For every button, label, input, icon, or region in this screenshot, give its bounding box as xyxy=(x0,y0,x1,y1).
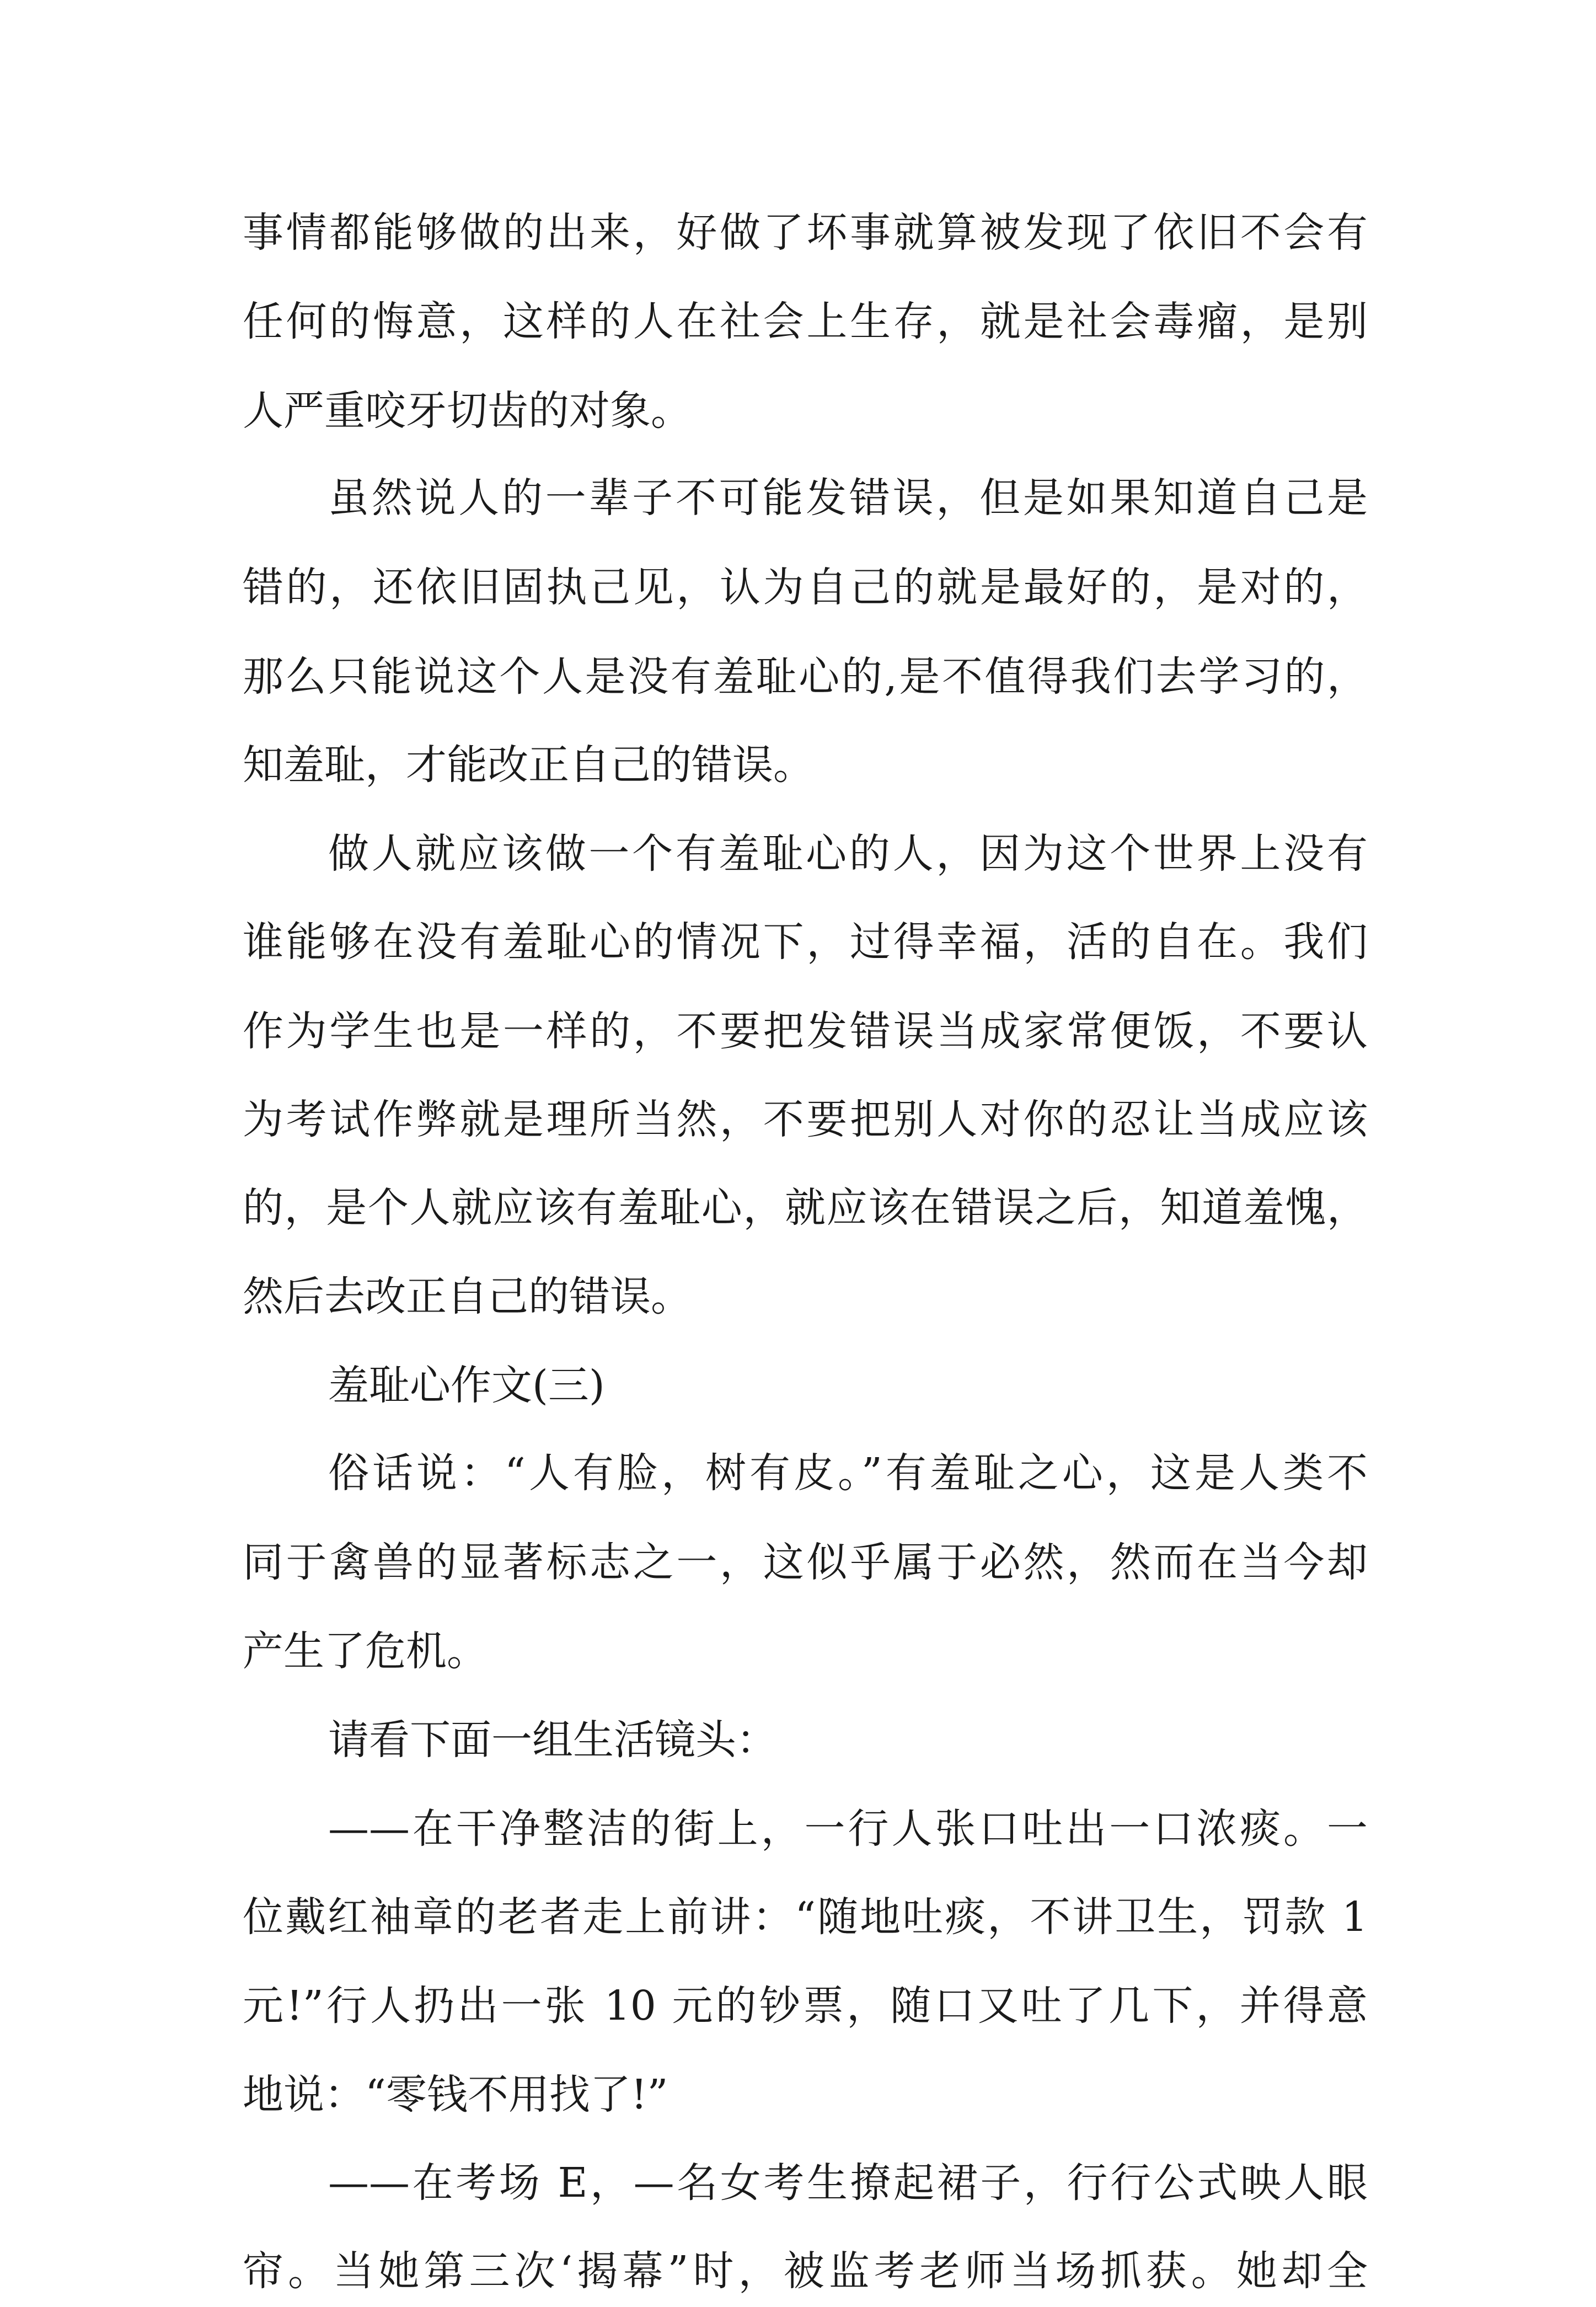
text-line: 那么只能说这个人是没有羞耻心的,是不值得我们去学习的， xyxy=(243,653,1368,700)
text-line: 元!”行人扔出一张 10 元的钞票，随口又吐了几下，并得意 xyxy=(243,1982,1368,2030)
text-line: 虽然说人的一辈子不可能发错误，但是如果知道自己是 xyxy=(328,474,1368,522)
text-line: 做人就应该做一个有羞耻心的人，因为这个世界上没有 xyxy=(328,830,1368,877)
text-line: 位戴红袖章的老者走上前讲：“随地吐痰，不讲卫生，罚款 1 xyxy=(243,1893,1368,1941)
text-line: ——在干净整洁的街上，一行人张口吐出一口浓痰。一 xyxy=(328,1805,1368,1853)
text-line: 为考试作弊就是理所当然，不要把别人对你的忍让当成应该 xyxy=(243,1096,1368,1143)
text-line: 产生了危机。 xyxy=(243,1628,488,1675)
text-line: 请看下面一组生活镜头： xyxy=(328,1716,777,1764)
text-line: 谁能够在没有羞耻心的情况下，过得幸福，活的自在。我们 xyxy=(243,918,1368,966)
text-line: 作为学生也是一样的，不要把发错误当成家常便饭，不要认 xyxy=(243,1008,1368,1055)
text-line: 帘。当她第三次‘揭幕”时，被监考老师当场抓获。她却全 xyxy=(243,2247,1368,2295)
text-line: 错的，还依旧固执己见，认为自己的就是最好的，是对的， xyxy=(243,564,1368,611)
text-line: 任何的悔意，这样的人在社会上生存，就是社会毒瘤，是别 xyxy=(243,298,1368,345)
text-line: ——在考场 E，—名女考生撩起裙子，行行公式映人眼 xyxy=(328,2159,1368,2207)
text-line: 知羞耻，才能改正自己的错误。 xyxy=(243,741,814,789)
text-line: 地说：“零钱不用找了!” xyxy=(243,2071,668,2118)
text-line: 事情都能够做的出来，好做了坏事就算被发现了依旧不会有 xyxy=(243,209,1368,256)
text-line: 俗话说：“人有脸，树有皮。”有羞耻之心，这是人类不 xyxy=(328,1449,1368,1497)
text-line: 人严重咬牙切齿的对象。 xyxy=(243,387,692,435)
section-heading: 羞耻心作文(三) xyxy=(328,1362,605,1409)
text-line: 同于禽兽的显著标志之一，这似乎属于必然，然而在当今却 xyxy=(243,1539,1368,1586)
text-line: 然后去改正自己的错误。 xyxy=(243,1273,692,1320)
text-line: 的，是个人就应该有羞耻心，就应该在错误之后，知道羞愧， xyxy=(243,1184,1368,1232)
document-page xyxy=(243,0,1368,2295)
